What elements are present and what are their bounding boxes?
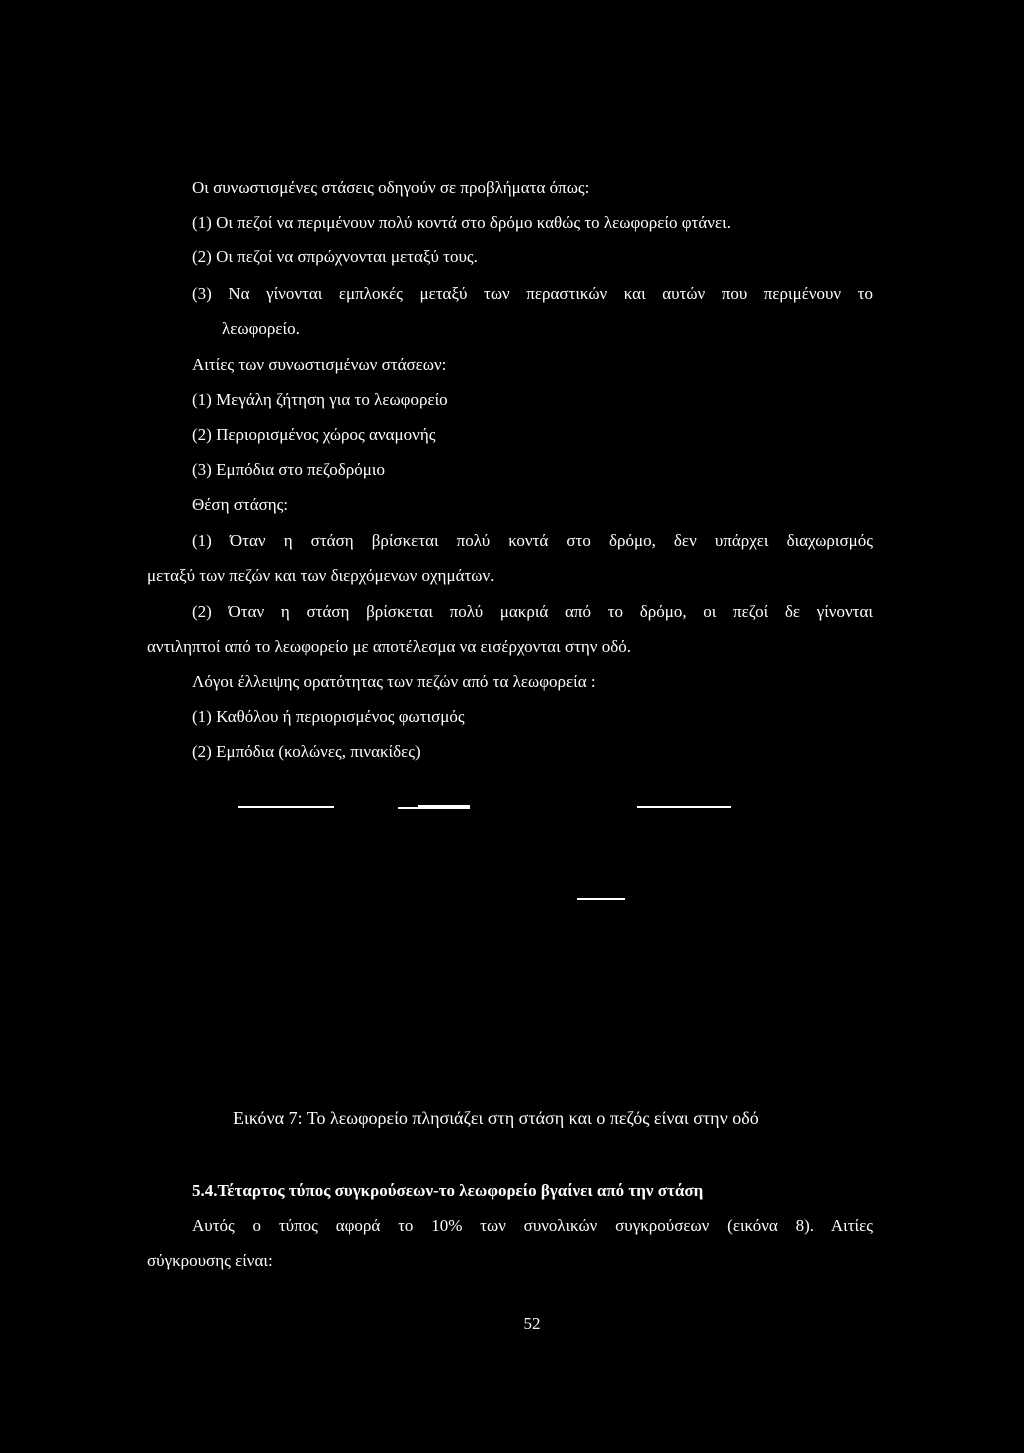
section-paragraph-line-2: σύγκρουσης είναι: [147, 1251, 273, 1270]
visibility-item-1: (1) Καθόλου ή περιορισμένος φωτισμός [192, 707, 465, 726]
figure-caption: Εικόνα 7: Το λεωφορείο πλησιάζει στη στάση και ο πεζός είναι στην οδό [233, 1108, 759, 1128]
causes-item-3: (3) Εμπόδια στο πεζοδρόμιο [192, 460, 385, 479]
figure-fragment-3 [637, 806, 731, 808]
visibility-item-2: (2) Εμπόδια (κολώνες, πινακίδες) [192, 742, 421, 761]
figure-fragment-1 [238, 806, 334, 808]
position-heading: Θέση στάσης: [192, 495, 289, 514]
position-item-2-line-2: αντιληπτοί από το λεωφορείο με αποτέλεσμα να εισέρχονται στην οδό. [147, 637, 631, 656]
position-item-1-line-1: (1) Όταν η στάση βρίσκεται πολύ κοντά στο δρόμο, δεν υπάρχει διαχωρισμός [192, 531, 873, 550]
problems-item-2: (2) Οι πεζοί να σπρώχνονται μεταξύ τους. [192, 247, 478, 266]
problems-item-3-line-2: λεωφορείο. [222, 319, 300, 338]
figure-fragment-2-thick [418, 805, 470, 808]
section-paragraph-line-1: Αυτός ο τύπος αφορά το 10% των συνολικών συγκρούσεων (εικόνα 8). Αιτίες [192, 1216, 873, 1235]
figure-fragment-4 [577, 898, 625, 900]
page-number: 52 [523, 1314, 541, 1333]
problems-intro: Οι συνωστισμένες στάσεις οδηγούν σε προβλήματα όπως: [192, 178, 590, 197]
causes-item-1: (1) Μεγάλη ζήτηση για το λεωφορείο [192, 390, 448, 409]
causes-item-2: (2) Περιορισμένος χώρος αναμονής [192, 425, 436, 444]
problems-item-1: (1) Οι πεζοί να περιμένουν πολύ κοντά στο δρόμο καθώς το λεωφορείο φτάνει. [192, 213, 731, 232]
visibility-heading: Λόγοι έλλειψης ορατότητας των πεζών από τα λεωφορεία : [192, 672, 596, 691]
section-title: 5.4.Τέταρτος τύπος συγκρούσεων-το λεωφορείο βγαίνει από την στάση [192, 1181, 704, 1200]
position-item-1-line-2: μεταξύ των πεζών και των διερχόμενων οχημάτων. [147, 566, 495, 585]
position-item-2-line-1: (2) Όταν η στάση βρίσκεται πολύ μακριά από το δρόμο, οι πεζοί δε γίνονται [192, 602, 873, 621]
causes-heading: Αιτίες των συνωστισμένων στάσεων: [192, 355, 447, 374]
problems-item-3-line-1: (3) Να γίνονται εμπλοκές μεταξύ των περαστικών και αυτών που περιμένουν το [192, 284, 873, 303]
